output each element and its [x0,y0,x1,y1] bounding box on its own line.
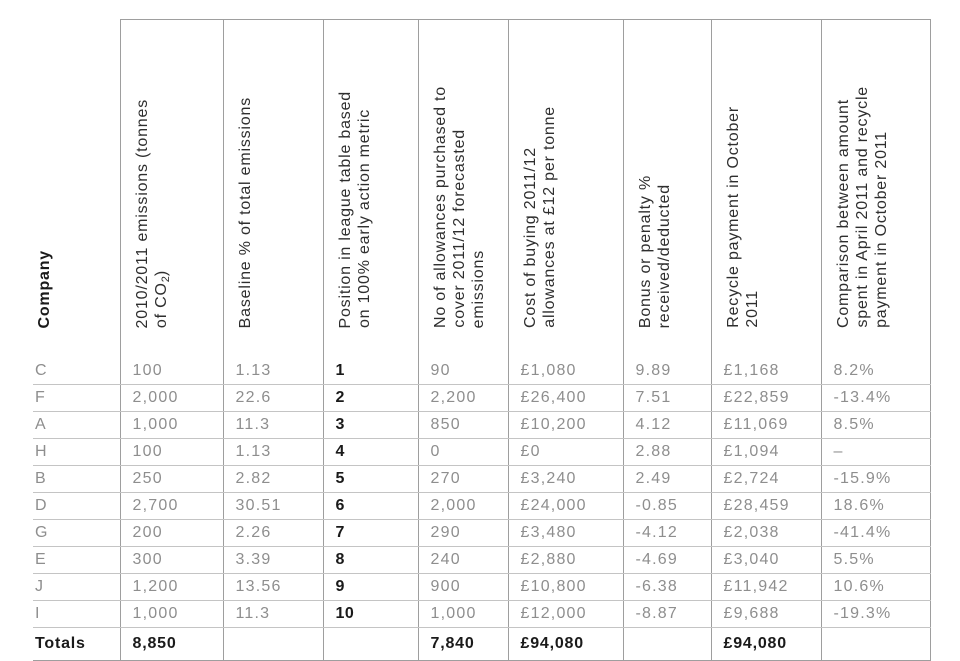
table-row [33,493,930,520]
value-cell: £0 [508,439,623,466]
rank-cell: 1 [323,358,418,385]
value-cell: 1,000 [120,412,223,439]
value-cell: 2.88 [623,439,711,466]
value-cell: 4.12 [623,412,711,439]
col-header-cost-of-buying [508,20,623,359]
header-line-co2 [152,270,176,328]
header-line: on 100% early action metric [355,108,373,328]
co2-prefix: of CO [152,282,170,328]
value-cell: 900 [418,574,508,601]
value-cell: 22.6 [223,385,323,412]
value-cell: 100 [120,358,223,385]
value-cell: 18.6% [821,493,930,520]
header-line: emissions [469,249,487,328]
header-line: received/deducted [655,183,673,328]
header-text-wrap [636,175,711,328]
company-cell: B [33,466,120,493]
value-cell: 1.13 [223,439,323,466]
company-cell: C [33,358,120,385]
value-cell: 0 [418,439,508,466]
value-cell: -4.12 [623,520,711,547]
value-cell: 2,000 [120,385,223,412]
header-line: Comparison between amount [834,98,852,328]
value-cell: £1,080 [508,358,623,385]
header-line: Recycle payment in October [724,106,742,328]
value-cell: 13.56 [223,574,323,601]
data-table [33,19,931,661]
totals-cost-cell: £94,080 [508,628,623,661]
value-cell: 8.2% [821,358,930,385]
value-cell: £3,040 [711,547,821,574]
value-cell: 2.26 [223,520,323,547]
header-text-wrap [431,86,508,328]
header-text-wrap [336,91,418,329]
totals-allowances-cell: 7,840 [418,628,508,661]
value-cell: -41.4% [821,520,930,547]
table-row [33,358,930,385]
value-cell: -19.3% [821,601,930,628]
rank-cell: 9 [323,574,418,601]
value-cell: £22,859 [711,385,821,412]
value-cell: 250 [120,466,223,493]
value-cell: £9,688 [711,601,821,628]
rank-cell: 7 [323,520,418,547]
rank-cell: 2 [323,385,418,412]
totals-recycle-cell: £94,080 [711,628,821,661]
value-cell: 11.3 [223,601,323,628]
totals-empty-cell [821,628,930,661]
header-row [33,20,930,359]
value-cell: -0.85 [623,493,711,520]
rank-cell: 8 [323,547,418,574]
value-cell: 2,700 [120,493,223,520]
company-cell: J [33,574,120,601]
value-cell: £10,800 [508,574,623,601]
value-cell: -6.38 [623,574,711,601]
value-cell: 850 [418,412,508,439]
value-cell: 300 [120,547,223,574]
table-row [33,601,930,628]
emissions-league-table [33,19,931,661]
col-header-2010-2011-emissions [120,20,223,359]
value-cell: £11,942 [711,574,821,601]
rank-cell: 6 [323,493,418,520]
company-cell: H [33,439,120,466]
value-cell: £2,880 [508,547,623,574]
totals-empty-cell [623,628,711,661]
col-header-bonus-penalty [623,20,711,359]
table-row [33,439,930,466]
totals-empty-cell [323,628,418,661]
company-cell: A [33,412,120,439]
value-cell: 2.82 [223,466,323,493]
value-cell: 9.89 [623,358,711,385]
table-header [33,20,930,359]
value-cell: -15.9% [821,466,930,493]
header-line: cover 2011/12 forecasted [450,129,468,328]
totals-empty-cell [223,628,323,661]
company-cell: D [33,493,120,520]
totals-emissions-cell: 8,850 [120,628,223,661]
value-cell: 5.5% [821,547,930,574]
header-text-wrap [35,250,120,329]
col-header-comparison [821,20,930,359]
value-cell: 10.6% [821,574,930,601]
value-cell: 2,200 [418,385,508,412]
header-line: spent in April 2011 and recycle [853,86,871,328]
value-cell: £28,459 [711,493,821,520]
header-line: Cost of buying 2011/12 [521,147,539,328]
company-cell: I [33,601,120,628]
header-line: 2011 [743,290,761,328]
value-cell: 240 [418,547,508,574]
value-cell: £24,000 [508,493,623,520]
rank-cell: 5 [323,466,418,493]
col-header-company [33,20,120,359]
totals-label-cell: Totals [33,628,120,661]
value-cell: 2.49 [623,466,711,493]
value-cell: 200 [120,520,223,547]
header-line: allowances at £12 per tonne [540,106,558,328]
header-line: Company [36,249,53,328]
value-cell: 1,000 [120,601,223,628]
header-text-wrap [521,106,623,328]
value-cell: -4.69 [623,547,711,574]
company-cell: F [33,385,120,412]
value-cell: £2,038 [711,520,821,547]
col-header-recycle-payment [711,20,821,359]
value-cell: -13.4% [821,385,930,412]
value-cell: £11,069 [711,412,821,439]
value-cell: 270 [418,466,508,493]
col-header-allowances-purchased [418,20,508,359]
col-header-baseline-percent [223,20,323,359]
value-cell: 30.51 [223,493,323,520]
value-cell: £1,168 [711,358,821,385]
value-cell: 90 [418,358,508,385]
value-cell: £2,724 [711,466,821,493]
header-line: 2010/2011 emissions (tonnes [133,98,151,328]
value-cell: £10,200 [508,412,623,439]
value-cell: 11.3 [223,412,323,439]
value-cell: 100 [120,439,223,466]
header-text-wrap [724,106,821,328]
table-row [33,412,930,439]
co2-subscript: 2 [159,276,172,283]
table-row [33,466,930,493]
value-cell: -8.87 [623,601,711,628]
value-cell: 7.51 [623,385,711,412]
header-text-wrap [236,97,323,328]
table-row [33,574,930,601]
value-cell: 1.13 [223,358,323,385]
company-cell: E [33,547,120,574]
header-text-wrap [133,99,223,328]
header-text-wrap [834,86,930,328]
company-cell: G [33,520,120,547]
value-cell: £26,400 [508,385,623,412]
header-line: No of allowances purchased to [431,86,449,328]
table-body [33,358,930,661]
header-line: Baseline % of total emissions [236,96,254,328]
rank-cell: 4 [323,439,418,466]
value-cell: £3,480 [508,520,623,547]
value-cell: 3.39 [223,547,323,574]
header-line: Bonus or penalty % [636,174,654,328]
value-cell: 290 [418,520,508,547]
value-cell: 1,200 [120,574,223,601]
table-row [33,520,930,547]
table-row [33,385,930,412]
header-line: payment in October 2011 [872,131,890,328]
value-cell: 8.5% [821,412,930,439]
value-cell: – [821,439,930,466]
value-cell: 1,000 [418,601,508,628]
rank-cell: 3 [323,412,418,439]
rank-cell: 10 [323,601,418,628]
value-cell: £1,094 [711,439,821,466]
value-cell: 2,000 [418,493,508,520]
header-line: Position in league table based [336,90,354,328]
table-row [33,547,930,574]
value-cell: £3,240 [508,466,623,493]
co2-suffix: ) [152,269,170,277]
totals-row [33,628,930,661]
col-header-league-position [323,20,418,359]
value-cell: £12,000 [508,601,623,628]
